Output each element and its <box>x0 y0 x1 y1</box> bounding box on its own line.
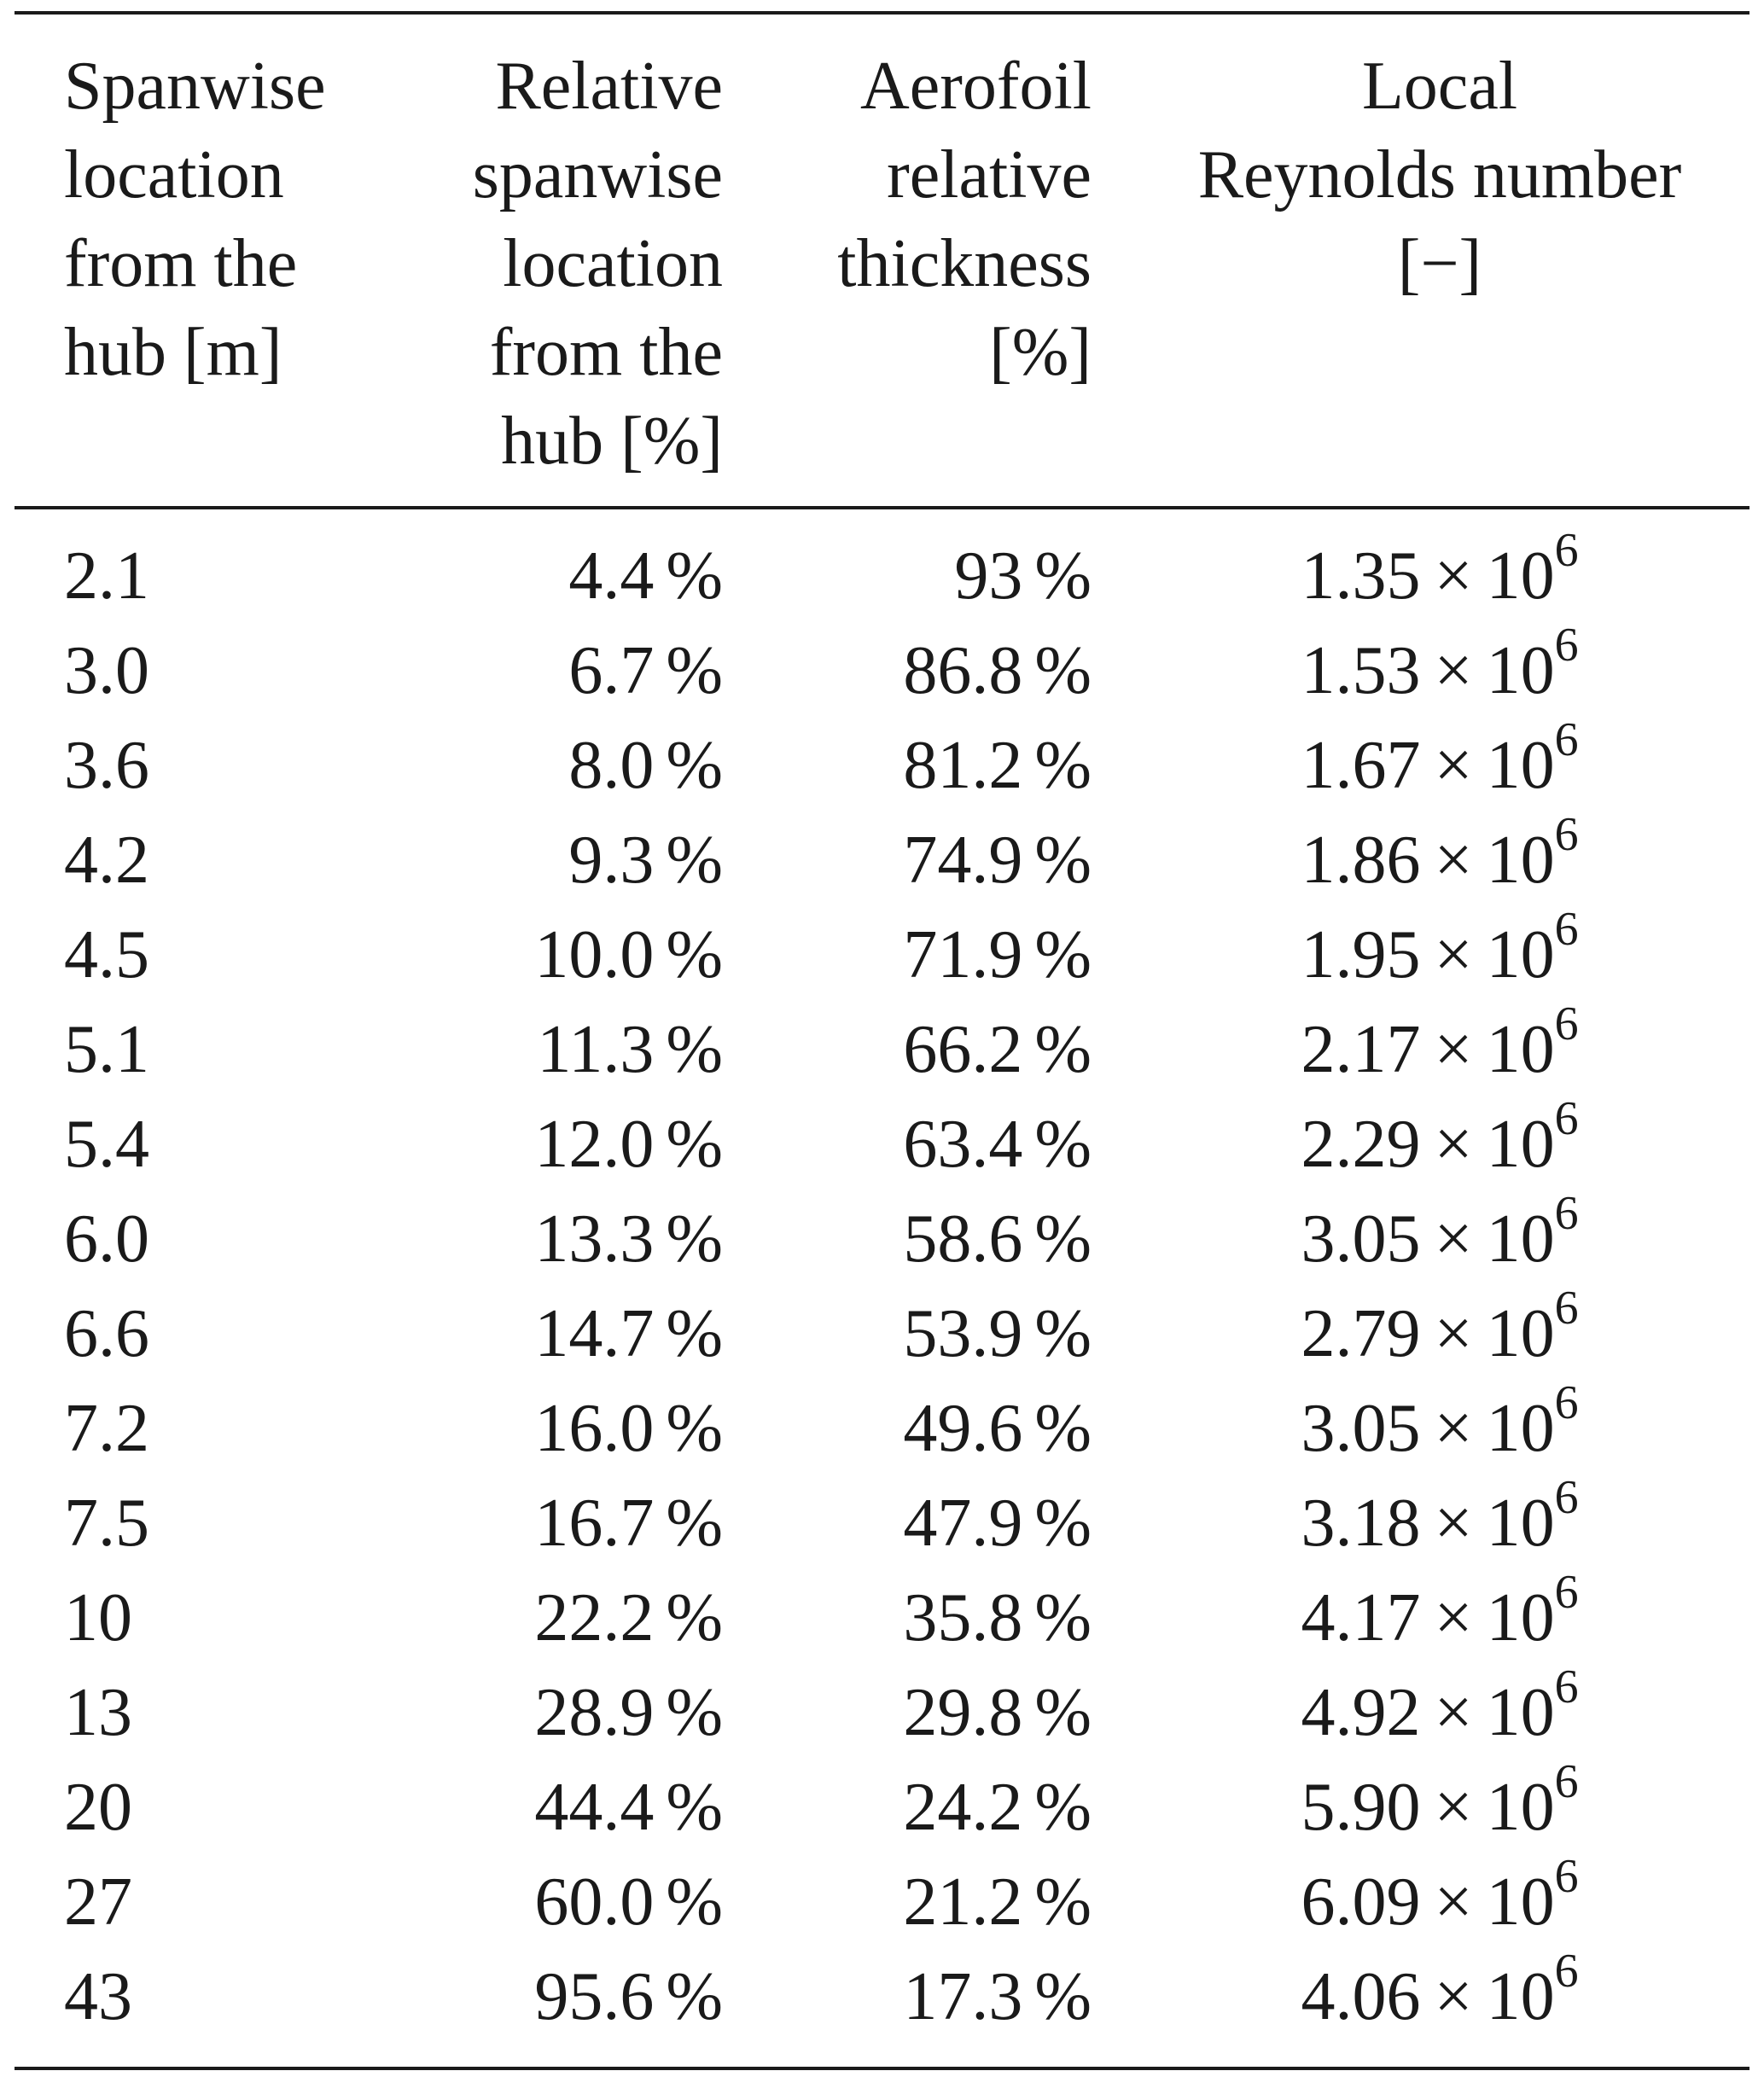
percent-unit: % <box>666 1486 723 1561</box>
cell-spanwise-location <box>64 813 149 908</box>
value-span: 4.2 <box>64 823 149 898</box>
cell-reynolds <box>1141 1945 1738 2045</box>
value-reynolds-base: 10 <box>1486 917 1555 992</box>
value-span: 13 <box>64 1675 132 1750</box>
table-row-10 <box>15 1376 1749 1476</box>
cell-relative-location <box>305 1097 723 1192</box>
value-relative: 14.7 <box>534 1296 655 1371</box>
cell-spanwise-location <box>64 1855 132 1950</box>
value-reynolds-base: 10 <box>1486 1770 1555 1845</box>
table-row-12 <box>15 1566 1749 1666</box>
value-relative: 11.3 <box>537 1012 655 1087</box>
times-symbol: × <box>1434 823 1473 898</box>
header-relative-spanwise-location: Relative spanwise location from the hub [%] <box>472 49 723 479</box>
value-thickness: 74.9 <box>903 823 1023 898</box>
value-reynolds-exponent: 6 <box>1554 1471 1579 1525</box>
table-row-15 <box>15 1850 1749 1950</box>
cell-relative-location <box>305 624 723 718</box>
value-reynolds-exponent: 6 <box>1554 1566 1579 1620</box>
value-relative: 16.7 <box>534 1486 655 1561</box>
value-reynolds-mantissa: 1.86 <box>1301 823 1421 898</box>
value-thickness: 35.8 <box>903 1580 1023 1655</box>
value-span: 7.2 <box>64 1391 149 1466</box>
value-thickness: 63.4 <box>903 1107 1023 1182</box>
cell-relative-location <box>305 1382 723 1476</box>
table-row-8 <box>15 1187 1749 1287</box>
value-thickness: 17.3 <box>903 1959 1023 2034</box>
value-thickness: 71.9 <box>903 917 1023 992</box>
times-symbol: × <box>1434 1107 1473 1182</box>
value-reynolds-mantissa: 6.09 <box>1301 1864 1421 1940</box>
cell-reynolds <box>1141 1755 1738 1855</box>
value-thickness: 29.8 <box>903 1675 1023 1750</box>
cell-spanwise-location <box>64 1666 132 1760</box>
table-body <box>15 509 1749 2067</box>
cell-relative-location <box>305 1287 723 1382</box>
value-reynolds-exponent: 6 <box>1554 998 1579 1051</box>
value-span: 5.4 <box>64 1107 149 1182</box>
value-reynolds-base: 10 <box>1486 728 1555 803</box>
percent-unit: % <box>1034 1296 1092 1371</box>
cell-reynolds <box>1141 1471 1738 1571</box>
times-symbol: × <box>1434 917 1473 992</box>
cell-spanwise-location <box>64 908 149 1003</box>
value-thickness: 21.2 <box>903 1864 1023 1940</box>
value-span: 3.6 <box>64 728 149 803</box>
table-row-2 <box>15 619 1749 718</box>
cell-thickness <box>714 1950 1092 2045</box>
percent-unit: % <box>1034 1107 1092 1182</box>
value-thickness: 58.6 <box>903 1201 1023 1277</box>
data-table <box>15 11 1749 2070</box>
percent-unit: % <box>1034 1201 1092 1277</box>
cell-relative-location <box>305 1950 723 2045</box>
cell-thickness <box>714 529 1092 624</box>
percent-unit: % <box>666 538 723 614</box>
percent-unit: % <box>1034 1012 1092 1087</box>
table-row-4 <box>15 808 1749 908</box>
value-reynolds-base: 10 <box>1486 633 1555 708</box>
value-reynolds-mantissa: 3.05 <box>1301 1201 1421 1277</box>
value-relative: 16.0 <box>534 1391 655 1466</box>
cell-relative-location <box>305 1760 723 1855</box>
value-reynolds-exponent: 6 <box>1554 524 1579 578</box>
cell-reynolds <box>1141 1282 1738 1382</box>
cell-thickness <box>714 1760 1092 1855</box>
value-relative: 60.0 <box>534 1864 655 1940</box>
percent-unit: % <box>1034 1391 1092 1466</box>
value-reynolds-mantissa: 2.79 <box>1301 1296 1421 1371</box>
header-row <box>15 15 1749 506</box>
times-symbol: × <box>1434 1486 1473 1561</box>
cell-thickness <box>714 1287 1092 1382</box>
cell-spanwise-location <box>64 1476 149 1571</box>
cell-reynolds <box>1141 1566 1738 1666</box>
table-row-16 <box>15 1945 1749 2045</box>
value-relative: 4.4 <box>568 538 655 614</box>
percent-unit: % <box>1034 917 1092 992</box>
value-span: 3.0 <box>64 633 149 708</box>
value-thickness: 81.2 <box>903 728 1023 803</box>
times-symbol: × <box>1434 1864 1473 1940</box>
cell-relative-location <box>305 1855 723 1950</box>
value-reynolds-base: 10 <box>1486 1864 1555 1940</box>
value-reynolds-exponent: 6 <box>1554 619 1579 672</box>
value-reynolds-exponent: 6 <box>1554 1945 1579 1998</box>
value-reynolds-base: 10 <box>1486 1201 1555 1277</box>
cell-spanwise-location <box>64 1003 149 1097</box>
value-span: 10 <box>64 1580 132 1655</box>
cell-relative-location <box>305 1192 723 1287</box>
cell-reynolds <box>1141 1092 1738 1192</box>
value-reynolds-exponent: 6 <box>1554 1187 1579 1241</box>
cell-reynolds <box>1141 1376 1738 1476</box>
times-symbol: × <box>1434 1675 1473 1750</box>
percent-unit: % <box>1034 538 1092 614</box>
value-span: 2.1 <box>64 538 149 614</box>
value-thickness: 47.9 <box>903 1486 1023 1561</box>
cell-reynolds <box>1141 1850 1738 1950</box>
value-reynolds-exponent: 6 <box>1554 1282 1579 1335</box>
percent-unit: % <box>1034 1486 1092 1561</box>
cell-spanwise-location <box>64 1192 149 1287</box>
table-row-7 <box>15 1092 1749 1192</box>
bottom-rule <box>15 2067 1749 2070</box>
value-thickness: 93 <box>954 538 1023 614</box>
value-reynolds-mantissa: 2.17 <box>1301 1012 1421 1087</box>
value-thickness: 53.9 <box>903 1296 1023 1371</box>
percent-unit: % <box>666 1675 723 1750</box>
times-symbol: × <box>1434 1391 1473 1466</box>
times-symbol: × <box>1434 1201 1473 1277</box>
cell-thickness <box>714 908 1092 1003</box>
value-span: 20 <box>64 1770 132 1845</box>
cell-reynolds <box>1141 808 1738 908</box>
table-row-6 <box>15 998 1749 1097</box>
cell-relative-location <box>305 529 723 624</box>
value-reynolds-mantissa: 1.67 <box>1301 728 1421 803</box>
table-row-11 <box>15 1471 1749 1571</box>
value-reynolds-exponent: 6 <box>1554 808 1579 862</box>
times-symbol: × <box>1434 538 1473 614</box>
value-relative: 9.3 <box>568 823 655 898</box>
value-reynolds-mantissa: 3.18 <box>1301 1486 1421 1561</box>
value-reynolds-base: 10 <box>1486 1012 1555 1087</box>
cell-reynolds <box>1141 1187 1738 1287</box>
cell-relative-location <box>305 1003 723 1097</box>
value-span: 4.5 <box>64 917 149 992</box>
cell-thickness <box>714 1097 1092 1192</box>
value-span: 6.6 <box>64 1296 149 1371</box>
percent-unit: % <box>1034 728 1092 803</box>
percent-unit: % <box>666 1012 723 1087</box>
value-span: 6.0 <box>64 1201 149 1277</box>
percent-unit: % <box>1034 1770 1092 1845</box>
value-reynolds-mantissa: 4.17 <box>1301 1580 1421 1655</box>
times-symbol: × <box>1434 1296 1473 1371</box>
cell-thickness <box>714 1192 1092 1287</box>
percent-unit: % <box>666 917 723 992</box>
value-span: 43 <box>64 1959 132 2034</box>
percent-unit: % <box>666 1107 723 1182</box>
value-span: 7.5 <box>64 1486 149 1561</box>
cell-reynolds <box>1141 619 1738 718</box>
percent-unit: % <box>1034 633 1092 708</box>
cell-spanwise-location <box>64 1382 149 1476</box>
percent-unit: % <box>666 1864 723 1940</box>
value-reynolds-exponent: 6 <box>1554 1661 1579 1714</box>
value-reynolds-base: 10 <box>1486 1580 1555 1655</box>
cell-thickness <box>714 1003 1092 1097</box>
cell-relative-location <box>305 718 723 813</box>
percent-unit: % <box>666 1296 723 1371</box>
times-symbol: × <box>1434 1770 1473 1845</box>
percent-unit: % <box>666 1580 723 1655</box>
value-relative: 13.3 <box>534 1201 655 1277</box>
percent-unit: % <box>666 633 723 708</box>
value-reynolds-base: 10 <box>1486 1959 1555 2034</box>
value-thickness: 86.8 <box>903 633 1023 708</box>
value-reynolds-exponent: 6 <box>1554 1755 1579 1809</box>
table-row-14 <box>15 1755 1749 1855</box>
percent-unit: % <box>1034 823 1092 898</box>
percent-unit: % <box>666 1391 723 1466</box>
cell-reynolds <box>1141 713 1738 813</box>
cell-spanwise-location <box>64 529 149 624</box>
value-reynolds-mantissa: 1.53 <box>1301 633 1421 708</box>
value-relative: 8.0 <box>568 728 655 803</box>
value-reynolds-exponent: 6 <box>1554 1092 1579 1146</box>
percent-unit: % <box>1034 1675 1092 1750</box>
cell-relative-location <box>305 1571 723 1666</box>
cell-spanwise-location <box>64 1760 132 1855</box>
value-reynolds-base: 10 <box>1486 1107 1555 1182</box>
table-row-13 <box>15 1661 1749 1760</box>
times-symbol: × <box>1434 633 1473 708</box>
value-reynolds-base: 10 <box>1486 1296 1555 1371</box>
percent-unit: % <box>666 823 723 898</box>
cell-reynolds <box>1141 903 1738 1003</box>
times-symbol: × <box>1434 1959 1473 2034</box>
value-thickness: 49.6 <box>903 1391 1023 1466</box>
value-reynolds-mantissa: 4.06 <box>1301 1959 1421 2034</box>
times-symbol: × <box>1434 1012 1473 1087</box>
cell-spanwise-location <box>64 718 149 813</box>
percent-unit: % <box>666 1959 723 2034</box>
value-reynolds-base: 10 <box>1486 538 1555 614</box>
cell-spanwise-location <box>64 624 149 718</box>
cell-reynolds <box>1141 1661 1738 1760</box>
cell-thickness <box>714 1476 1092 1571</box>
value-relative: 6.7 <box>568 633 655 708</box>
value-reynolds-exponent: 6 <box>1554 1850 1579 1904</box>
value-reynolds-base: 10 <box>1486 1486 1555 1561</box>
cell-reynolds <box>1141 524 1738 624</box>
times-symbol: × <box>1434 1580 1473 1655</box>
value-thickness: 24.2 <box>903 1770 1023 1845</box>
cell-thickness <box>714 1571 1092 1666</box>
cell-relative-location <box>305 1666 723 1760</box>
percent-unit: % <box>1034 1864 1092 1940</box>
cell-relative-location <box>305 1476 723 1571</box>
cell-thickness <box>714 624 1092 718</box>
header-spanwise-location: Spanwise location from the hub [m] <box>64 49 326 390</box>
header-reynolds-number: Local Reynolds number [−] <box>1197 49 1682 301</box>
percent-unit: % <box>1034 1959 1092 2034</box>
table-row-9 <box>15 1282 1749 1382</box>
value-reynolds-mantissa: 5.90 <box>1301 1770 1421 1845</box>
value-span: 5.1 <box>64 1012 149 1087</box>
table-row-1 <box>15 524 1749 624</box>
value-reynolds-exponent: 6 <box>1554 903 1579 957</box>
value-thickness: 66.2 <box>903 1012 1023 1087</box>
cell-thickness <box>714 813 1092 908</box>
value-relative: 10.0 <box>534 917 655 992</box>
cell-relative-location <box>305 813 723 908</box>
cell-relative-location <box>305 908 723 1003</box>
value-reynolds-base: 10 <box>1486 823 1555 898</box>
value-relative: 22.2 <box>534 1580 655 1655</box>
cell-spanwise-location <box>64 1571 132 1666</box>
value-reynolds-mantissa: 3.05 <box>1301 1391 1421 1466</box>
cell-spanwise-location <box>64 1287 149 1382</box>
value-reynolds-mantissa: 1.95 <box>1301 917 1421 992</box>
cell-spanwise-location <box>64 1950 132 2045</box>
cell-spanwise-location <box>64 1097 149 1192</box>
cell-thickness <box>714 1382 1092 1476</box>
percent-unit: % <box>666 1770 723 1845</box>
table-row-3 <box>15 713 1749 813</box>
value-relative: 95.6 <box>534 1959 655 2034</box>
table-row-5 <box>15 903 1749 1003</box>
value-reynolds-exponent: 6 <box>1554 713 1579 767</box>
value-span: 27 <box>64 1864 132 1940</box>
cell-thickness <box>714 1666 1092 1760</box>
percent-unit: % <box>666 728 723 803</box>
value-reynolds-mantissa: 2.29 <box>1301 1107 1421 1182</box>
times-symbol: × <box>1434 728 1473 803</box>
cell-thickness <box>714 718 1092 813</box>
value-reynolds-mantissa: 4.92 <box>1301 1675 1421 1750</box>
value-relative: 12.0 <box>534 1107 655 1182</box>
value-reynolds-mantissa: 1.35 <box>1301 538 1421 614</box>
percent-unit: % <box>666 1201 723 1277</box>
value-relative: 44.4 <box>534 1770 655 1845</box>
percent-unit: % <box>1034 1580 1092 1655</box>
header-aerofoil-thickness: Aerofoil relative thickness [%] <box>837 49 1092 390</box>
value-reynolds-base: 10 <box>1486 1391 1555 1466</box>
cell-thickness <box>714 1855 1092 1950</box>
value-reynolds-exponent: 6 <box>1554 1376 1579 1430</box>
cell-reynolds <box>1141 998 1738 1097</box>
value-reynolds-base: 10 <box>1486 1675 1555 1750</box>
value-relative: 28.9 <box>534 1675 655 1750</box>
